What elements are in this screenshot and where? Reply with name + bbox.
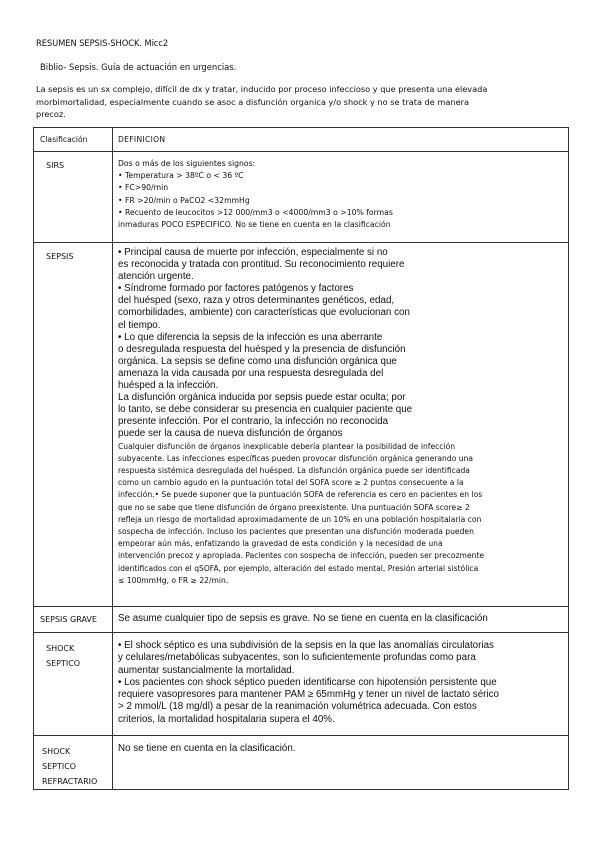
row-label-sepsis: SEPSIS [46, 252, 74, 261]
row-label-line: REFRACTARIO [42, 777, 98, 786]
definition-line: requiere vasopresores para mantener PAM ≥ 65mmHg y tener un nivel de lactato sérico [118, 689, 499, 701]
row-label-sepsis-grave: SEPSIS GRAVE [40, 615, 97, 624]
definition-line: del huésped (sexo, raza y otros determinantes genéticos, edad, [118, 295, 395, 307]
definition-line: presente infección. Por el contrario, la infección no reconocida [118, 416, 389, 428]
document-title: RESUMEN SEPSIS-SHOCK. Micc2 [36, 38, 169, 48]
definition-line: criterios, la mortalidad hospitalaria supera el 40%. [118, 713, 335, 725]
intro-paragraph [36, 83, 566, 121]
definition-line: • Los pacientes con shock séptico pueden identificarse con hipotensión persistente que [118, 676, 497, 688]
table-header-row [34, 128, 569, 152]
definition-cell-shock-septico [113, 633, 569, 736]
header-cell-clasificacion [34, 128, 113, 152]
definition-line: sospecha de infección. Incluso los pacientes que presentan una disfunción moderada pueden [118, 526, 474, 536]
definition-line: • Temperatura > 38ºC o < 36 ºC [118, 171, 244, 181]
definition-line: • El shock séptico es una subdivisión de la sepsis en la que las anomalías circulatorias [118, 640, 494, 651]
definition-cell-sepsis [113, 243, 569, 607]
label-cell-shock-septico [34, 633, 113, 736]
definition-shock-septico [113, 633, 568, 730]
definition-line: es reconocida y tratada con prontitud. Su reconocimiento requiere [118, 259, 405, 271]
definition-line: aumentar sustancialmente la mortalidad. [118, 664, 295, 676]
definition-line: huésped a la infección. [118, 380, 219, 392]
definition-line: como un cambio agudo en la puntuación total del SOFA score ≥ 2 puntos consecuente a la [118, 478, 464, 488]
row-label-shock-refractario [34, 736, 112, 789]
header-definicion: DEFINICION [118, 135, 166, 144]
classification-table [33, 127, 569, 790]
definition-sirs [113, 152, 568, 235]
header-cell-definicion [113, 128, 569, 152]
header-clasificacion: Clasificación [40, 135, 88, 144]
definition-line: • Síndrome formado por factores patógenos y factores [118, 283, 354, 295]
definition-line: • Principal causa de muerte por infección, especialmente si no [118, 247, 388, 258]
label-cell-sirs [34, 152, 113, 243]
row-label-shock-septico [34, 633, 112, 671]
definition-line: identificados con el qSOFA, por ejemplo, alteración del estado mental, Presión arterial sistólica [118, 563, 479, 573]
definition-line: La disfunción orgánica inducida por sepsis puede estar oculta; por [118, 392, 406, 404]
definition-line: orgánica. La sepsis se define como una disfunción orgánica que [118, 355, 397, 367]
definition-line: • FC>90/min [118, 183, 169, 193]
table-row-sirs [34, 152, 569, 243]
row-label-line: SHOCK [42, 747, 71, 756]
definition-line: intervención precoz y apropiada. Pacientes con sospecha de infección, pueden ser precozmente [118, 551, 485, 561]
definition-line: y celulares/metabólicas subyacentes, son lo suficientemente profundas como para [118, 652, 476, 664]
table-row-sepsis-grave [34, 607, 569, 633]
table-row-shock-refractario [34, 736, 569, 790]
definition-line: refleja un riesgo de mortalidad aproximadamente de un 10% en una población hospitalaria con [118, 514, 482, 524]
definition-line: Cualquier disfunción de órganos inexplicable debería plantear la posibilidad de infección [118, 441, 456, 451]
definition-line: • Lo que diferencia la sepsis de la infección es una aberrante [118, 331, 383, 343]
table-row-sepsis [34, 243, 569, 607]
definition-line: comorbilidades, ambiente) con características que evolucionan con [118, 307, 410, 319]
definition-sepsis-detail [113, 441, 568, 591]
definition-line: respuesta sistémica desregulada del huésped. La disfunción orgánica puede ser identificada [118, 465, 470, 475]
definition-line: empeorar aún más, enfatizando la gravedad de esta condición y la necesidad de una [118, 539, 443, 549]
document-subtitle: Biblio- Sepsis. Guía de actuación en urgencias. [40, 62, 237, 72]
definition-line: inmaduras POCO ESPECIFICO. No se tiene en cuenta en la clasificación [118, 220, 391, 230]
definition-line: Dos o más de los siguientes signos: [118, 159, 256, 168]
definition-line: > 2 mmol/L (18 mg/dl) a pesar de la reanimación volumétrica adecuada. Con estos [118, 701, 477, 713]
label-cell-sepsis [34, 243, 113, 607]
definition-cell-sirs [113, 152, 569, 243]
row-label-line: SEPTICO [42, 762, 77, 771]
definition-line: el tiempo. [118, 319, 161, 331]
definition-cell-sepsis-grave [113, 607, 569, 633]
definition-line: puede ser la causa de nueva disfunción de órganos [118, 428, 343, 440]
definition-line: lo tanto, se debe considerar su presencia en cualquier paciente que [118, 404, 413, 416]
definition-line: ≤ 100mmHg, o FR ≥ 22/min. [118, 575, 229, 585]
intro-line: morbimortalidad, especialmente cuando se asoc a disfunción organica y/o shock y no se trata de manera [36, 96, 470, 107]
definition-line: que no se sabe que tiene disfunción de órgano preexistente. Una puntuación SOFA score≥ 2 [118, 502, 470, 512]
definition-line: subyacente. Las infecciones específicas pueden provocar disfunción orgánica generando una [118, 453, 474, 463]
row-label-line: SHOCK [46, 644, 75, 653]
intro-line: precoz. [36, 109, 66, 120]
definition-sepsis-grave: Se asume cualquier tipo de sepsis es grave. No se tiene en cuenta en la clasificación [118, 613, 488, 624]
label-cell-shock-refractario [34, 736, 113, 790]
definition-line: o desregulada respuesta del huésped y la presencia de disfunción [118, 343, 406, 355]
row-label-sirs: SIRS [46, 161, 65, 170]
definition-cell-shock-refractario [113, 736, 569, 790]
definition-shock-refractario: No se tiene en cuenta en la clasificación. [118, 743, 296, 754]
definition-sepsis [113, 243, 568, 441]
definition-line: • FR >20/min o PaCO2 <32mmHg [118, 195, 250, 205]
intro-line: La sepsis es un sx complejo, difícil de dx y tratar, inducido por proceso infeccioso y que presenta una elevada [36, 84, 488, 94]
definition-line: • Recuento de leucocitos >12 000/mm3 o <4000/mm3 o >10% formas [118, 207, 393, 217]
label-cell-sepsis-grave [34, 607, 113, 633]
row-label-line: SEPTICO [46, 659, 81, 668]
definition-line: infección.• Se puede suponer que la puntuación SOFA de referencia es cero en pacientes en los [118, 490, 483, 500]
definition-line: atención urgente. [118, 271, 194, 283]
definition-line: amenaza la vida causada por una respuesta desregulada del [118, 367, 384, 379]
table-row-shock-septico [34, 633, 569, 736]
